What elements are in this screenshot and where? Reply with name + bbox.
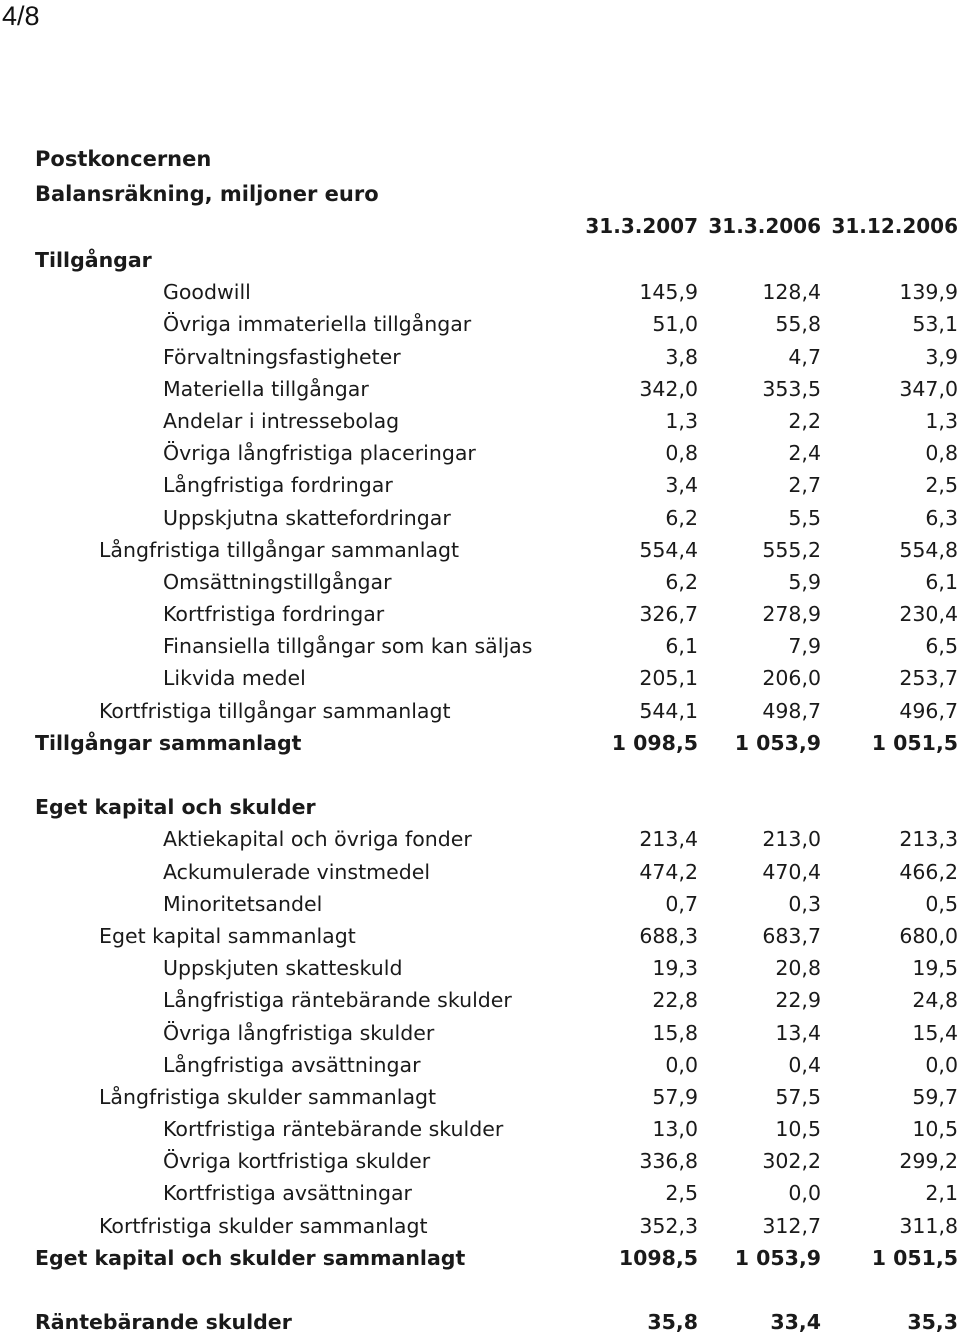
row-value: 20,8 <box>775 956 821 981</box>
row-value: 213,4 <box>639 827 698 852</box>
column-header-dec-2006: 31.12.2006 <box>831 214 958 238</box>
row-value: 688,3 <box>639 923 698 948</box>
row-value: 33,4 <box>770 1310 821 1335</box>
table-row <box>0 630 960 662</box>
row-value: 51,0 <box>652 312 698 337</box>
table-row <box>0 1081 960 1113</box>
row-value: 0,0 <box>788 1181 821 1206</box>
row-value: 22,9 <box>775 988 821 1013</box>
row-label: Kortfristiga tillgångar sammanlagt <box>99 698 451 723</box>
row-value: 555,2 <box>762 537 821 562</box>
row-value: 347,0 <box>899 376 958 401</box>
row-label: Omsättningstillgångar <box>163 569 392 594</box>
row-value: 0,5 <box>925 891 958 916</box>
row-value: 6,1 <box>665 634 698 659</box>
row-value: 6,3 <box>925 505 958 530</box>
row-value: 1 053,9 <box>734 1245 821 1270</box>
row-value: 1,3 <box>665 408 698 433</box>
row-label: Kortfristiga räntebärande skulder <box>163 1117 504 1142</box>
row-value: 336,8 <box>639 1149 698 1174</box>
row-label: Kortfristiga skulder sammanlagt <box>99 1213 428 1238</box>
row-value: 311,8 <box>899 1213 958 1238</box>
row-value: 2,4 <box>788 441 821 466</box>
row-value: 496,7 <box>899 698 958 723</box>
row-value: 13,0 <box>652 1117 698 1142</box>
row-value: 6,1 <box>925 569 958 594</box>
row-value: 326,7 <box>639 602 698 627</box>
table-row <box>0 952 960 984</box>
row-value: 544,1 <box>639 698 698 723</box>
row-value: 312,7 <box>762 1213 821 1238</box>
row-value: 15,8 <box>652 1020 698 1045</box>
row-value: 35,8 <box>647 1310 698 1335</box>
row-value: 1 051,5 <box>871 730 958 755</box>
table-row <box>0 244 960 276</box>
row-value: 554,8 <box>899 537 958 562</box>
row-label: Uppskjutna skattefordringar <box>163 505 451 530</box>
table-row <box>0 566 960 598</box>
row-value: 145,9 <box>639 280 698 305</box>
row-value: 15,4 <box>912 1020 958 1045</box>
row-value: 6,2 <box>665 569 698 594</box>
table-row <box>0 727 960 759</box>
row-label: Ackumulerade vinstmedel <box>163 859 431 884</box>
row-value: 253,7 <box>899 666 958 691</box>
row-label: Övriga immateriella tillgångar <box>163 312 472 337</box>
row-value: 35,3 <box>907 1310 958 1335</box>
row-value: 0,8 <box>665 441 698 466</box>
row-value: 19,3 <box>652 956 698 981</box>
row-value: 230,4 <box>899 602 958 627</box>
row-value: 2,5 <box>925 473 958 498</box>
row-label: Räntebärande skulder <box>35 1310 292 1335</box>
row-label: Goodwill <box>163 280 251 305</box>
row-label: Långfristiga skulder sammanlagt <box>99 1084 437 1109</box>
row-value: 3,9 <box>925 344 958 369</box>
row-value: 4,7 <box>788 344 821 369</box>
row-label: Eget kapital sammanlagt <box>99 923 356 948</box>
row-value: 53,1 <box>912 312 958 337</box>
row-value: 139,9 <box>899 280 958 305</box>
row-label: Uppskjuten skatteskuld <box>163 956 403 981</box>
table-row <box>0 1242 960 1274</box>
row-value: 0,8 <box>925 441 958 466</box>
company-title: Postkoncernen <box>35 147 212 171</box>
table-row <box>0 920 960 952</box>
table-row <box>0 598 960 630</box>
row-value: 470,4 <box>762 859 821 884</box>
row-value: 128,4 <box>762 280 821 305</box>
row-value: 13,4 <box>775 1020 821 1045</box>
report-title: Balansräkning, miljoner euro <box>35 182 379 206</box>
row-label: Förvaltningsfastigheter <box>163 344 401 369</box>
row-value: 2,5 <box>665 1181 698 1206</box>
table-row <box>0 984 960 1016</box>
row-label: Materiella tillgångar <box>163 376 369 401</box>
row-value: 554,4 <box>639 537 698 562</box>
column-header-2006: 31.3.2006 <box>708 214 821 238</box>
row-label: Finansiella tillgångar som kan säljas <box>163 634 533 659</box>
table-row <box>0 1145 960 1177</box>
row-value: 466,2 <box>899 859 958 884</box>
row-label: Långfristiga räntebärande skulder <box>163 988 512 1013</box>
table-row <box>0 437 960 469</box>
row-label: Långfristiga tillgångar sammanlagt <box>99 537 460 562</box>
table-row <box>0 1017 960 1049</box>
row-value: 5,5 <box>788 505 821 530</box>
table-row <box>0 1306 960 1338</box>
row-value: 0,0 <box>925 1052 958 1077</box>
row-value: 19,5 <box>912 956 958 981</box>
row-value: 7,9 <box>788 634 821 659</box>
row-value: 474,2 <box>639 859 698 884</box>
row-value: 2,7 <box>788 473 821 498</box>
row-value: 1098,5 <box>618 1245 698 1270</box>
table-row <box>0 276 960 308</box>
table-row <box>0 791 960 823</box>
row-value: 3,4 <box>665 473 698 498</box>
row-value: 0,7 <box>665 891 698 916</box>
table-row <box>0 888 960 920</box>
table-row <box>0 405 960 437</box>
row-value: 57,9 <box>652 1084 698 1109</box>
row-value: 0,0 <box>665 1052 698 1077</box>
row-label: Tillgångar sammanlagt <box>35 730 302 755</box>
row-value: 278,9 <box>762 602 821 627</box>
row-label: Tillgångar <box>35 248 152 272</box>
row-label: Aktiekapital och övriga fonder <box>163 827 472 852</box>
row-value: 302,2 <box>762 1149 821 1174</box>
row-value: 1 098,5 <box>611 730 698 755</box>
table-row <box>0 469 960 501</box>
row-value: 57,5 <box>775 1084 821 1109</box>
spacer-row <box>0 759 960 791</box>
row-value: 0,4 <box>788 1052 821 1077</box>
table-row <box>0 1177 960 1209</box>
row-value: 213,3 <box>899 827 958 852</box>
table-row <box>0 695 960 727</box>
row-value: 0,3 <box>788 891 821 916</box>
table-row <box>0 502 960 534</box>
row-label: Likvida medel <box>163 666 306 691</box>
row-label: Minoritetsandel <box>163 891 323 916</box>
row-value: 2,2 <box>788 408 821 433</box>
row-value: 10,5 <box>912 1117 958 1142</box>
row-value: 1 051,5 <box>871 1245 958 1270</box>
row-value: 3,8 <box>665 344 698 369</box>
row-label: Övriga kortfristiga skulder <box>163 1149 431 1174</box>
row-value: 498,7 <box>762 698 821 723</box>
row-value: 205,1 <box>639 666 698 691</box>
row-value: 680,0 <box>899 923 958 948</box>
row-value: 1,3 <box>925 408 958 433</box>
row-label: Långfristiga avsättningar <box>163 1052 421 1077</box>
row-value: 22,8 <box>652 988 698 1013</box>
row-value: 206,0 <box>762 666 821 691</box>
row-label: Långfristiga fordringar <box>163 473 393 498</box>
spacer-row <box>0 1274 960 1306</box>
balance-sheet-table <box>0 244 960 1338</box>
row-label: Eget kapital och skulder <box>35 795 316 820</box>
row-value: 10,5 <box>775 1117 821 1142</box>
table-row <box>0 534 960 566</box>
row-value: 5,9 <box>788 569 821 594</box>
row-value: 213,0 <box>762 827 821 852</box>
table-row <box>0 856 960 888</box>
row-label: Eget kapital och skulder sammanlagt <box>35 1245 466 1270</box>
row-label: Kortfristiga fordringar <box>163 602 385 627</box>
row-value: 2,1 <box>925 1181 958 1206</box>
row-value: 352,3 <box>639 1213 698 1238</box>
row-label: Övriga långfristiga skulder <box>163 1020 435 1045</box>
column-header-2007: 31.3.2007 <box>585 214 698 238</box>
table-row <box>0 1049 960 1081</box>
row-value: 342,0 <box>639 376 698 401</box>
table-row <box>0 373 960 405</box>
row-label: Kortfristiga avsättningar <box>163 1181 412 1206</box>
page-number: 4/8 <box>2 1 40 31</box>
table-row <box>0 341 960 373</box>
row-value: 24,8 <box>912 988 958 1013</box>
table-row <box>0 308 960 340</box>
row-value: 6,5 <box>925 634 958 659</box>
row-label: Andelar i intressebolag <box>163 408 400 433</box>
row-value: 6,2 <box>665 505 698 530</box>
table-row <box>0 1210 960 1242</box>
row-value: 59,7 <box>912 1084 958 1109</box>
row-value: 683,7 <box>762 923 821 948</box>
row-value: 55,8 <box>775 312 821 337</box>
row-value: 353,5 <box>762 376 821 401</box>
table-row <box>0 823 960 855</box>
row-value: 1 053,9 <box>734 730 821 755</box>
row-label: Övriga långfristiga placeringar <box>163 441 476 466</box>
row-value: 299,2 <box>899 1149 958 1174</box>
table-row <box>0 662 960 694</box>
table-row <box>0 1113 960 1145</box>
